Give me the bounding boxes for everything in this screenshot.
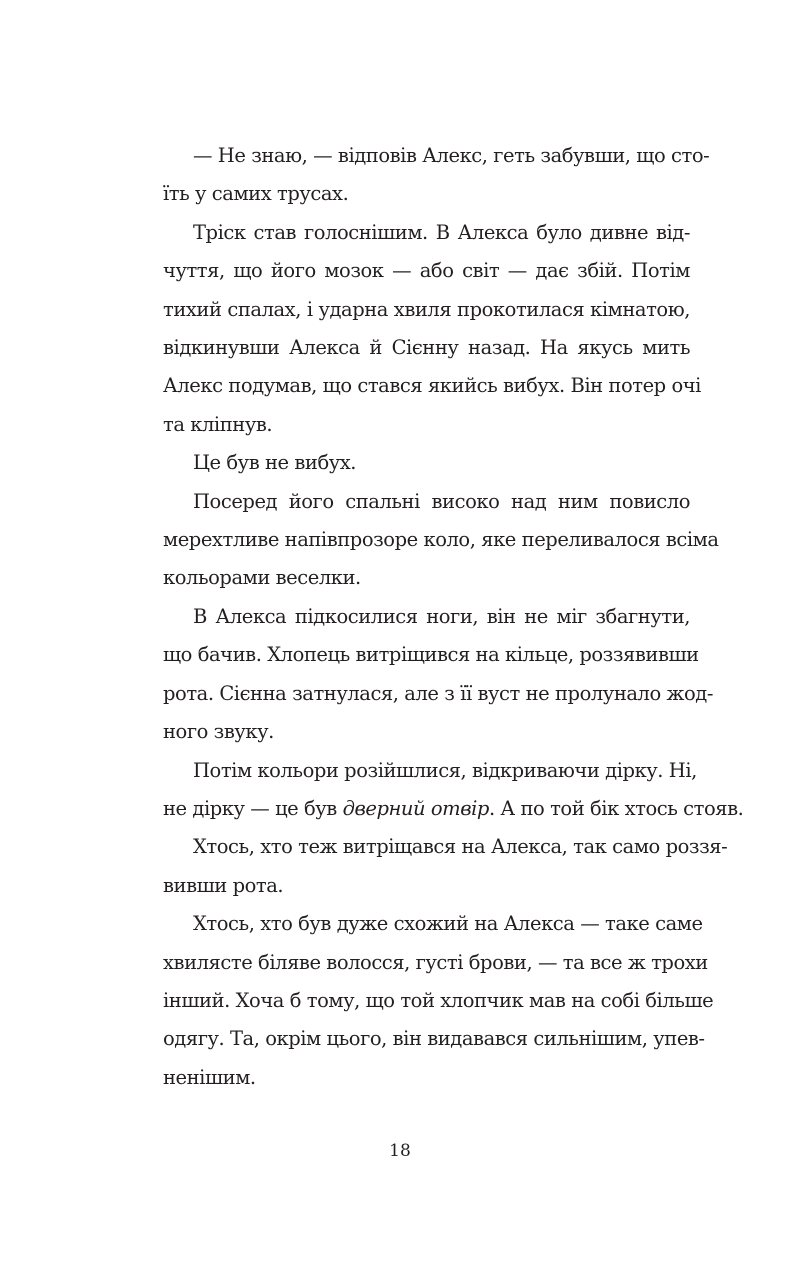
text-line: Хтось, хто був дуже схожий на Алекса — таке саме	[193, 912, 703, 936]
text-line: Алекс подумав, що стався якийсь вибух. Він потер очі	[163, 374, 701, 398]
text-run: не дірку — це був	[163, 796, 343, 820]
text-line: інший. Хоча б тому, що той хлопчик мав на собі більше	[163, 988, 714, 1012]
paragraph-3	[133, 444, 690, 482]
book-page-text	[133, 137, 744, 1097]
italic-emphasis: дверний отвір	[342, 796, 489, 820]
paragraph-5	[133, 598, 713, 752]
text-run: . А по той бік хтось стояв.	[488, 796, 744, 820]
paragraph-1	[133, 137, 710, 214]
page-number: 18	[389, 1141, 411, 1161]
text-line-with-italic	[133, 790, 744, 828]
text-line: тихий спалах, і ударна хвиля прокотилася кімнатою,	[163, 297, 690, 321]
text-line: кольорами веселки.	[163, 566, 361, 590]
text-line: мерехтливе напівпрозоре коло, яке переливалося всіма	[163, 528, 719, 552]
text-line: ного звуку.	[163, 720, 274, 744]
text-line: ненішим.	[163, 1065, 256, 1089]
text-line: В Алекса підкосилися ноги, він не міг збагнути,	[193, 604, 690, 628]
text-line: вивши рота.	[163, 873, 284, 897]
text-line: Це був не вибух.	[193, 451, 357, 475]
text-line: Хтось, хто теж витріщався на Алекса, так само роззя-	[193, 835, 728, 859]
text-line: що бачив. Хлопець витріщився на кільце, роззявивши	[163, 643, 699, 667]
text-line: рота. Сієнна затнулася, але з її вуст не пролунало жод-	[163, 681, 713, 705]
text-line: Потім кольори розійшлися, відкриваючи дірку. Ні,	[193, 758, 697, 782]
text-line: їть у самих трусах.	[163, 182, 349, 206]
text-line: одягу. Та, окрім цього, він видавався сильнішим, упев-	[163, 1027, 705, 1051]
paragraph-8	[133, 905, 714, 1097]
text-line: — Не знаю, — відповів Алекс, геть забувши, що сто-	[193, 144, 710, 167]
text-line: відкинувши Алекса й Сієнну назад. На якусь мить	[163, 336, 690, 360]
text-line: Тріск став голоснішим. В Алекса було дивне від-	[193, 220, 690, 244]
text-line: Посеред його спальні високо над ним повисло	[193, 489, 690, 513]
text-line: та кліпнув.	[163, 412, 273, 436]
text-line: чуття, що його мозок — або світ — дає збій. Потім	[163, 259, 690, 283]
paragraph-6	[133, 752, 744, 829]
paragraph-7	[133, 828, 728, 905]
text-line: хвилясте біляве волосся, густі брови, — та все ж трохи	[163, 950, 708, 974]
paragraph-2	[133, 214, 701, 444]
paragraph-4	[133, 483, 719, 598]
